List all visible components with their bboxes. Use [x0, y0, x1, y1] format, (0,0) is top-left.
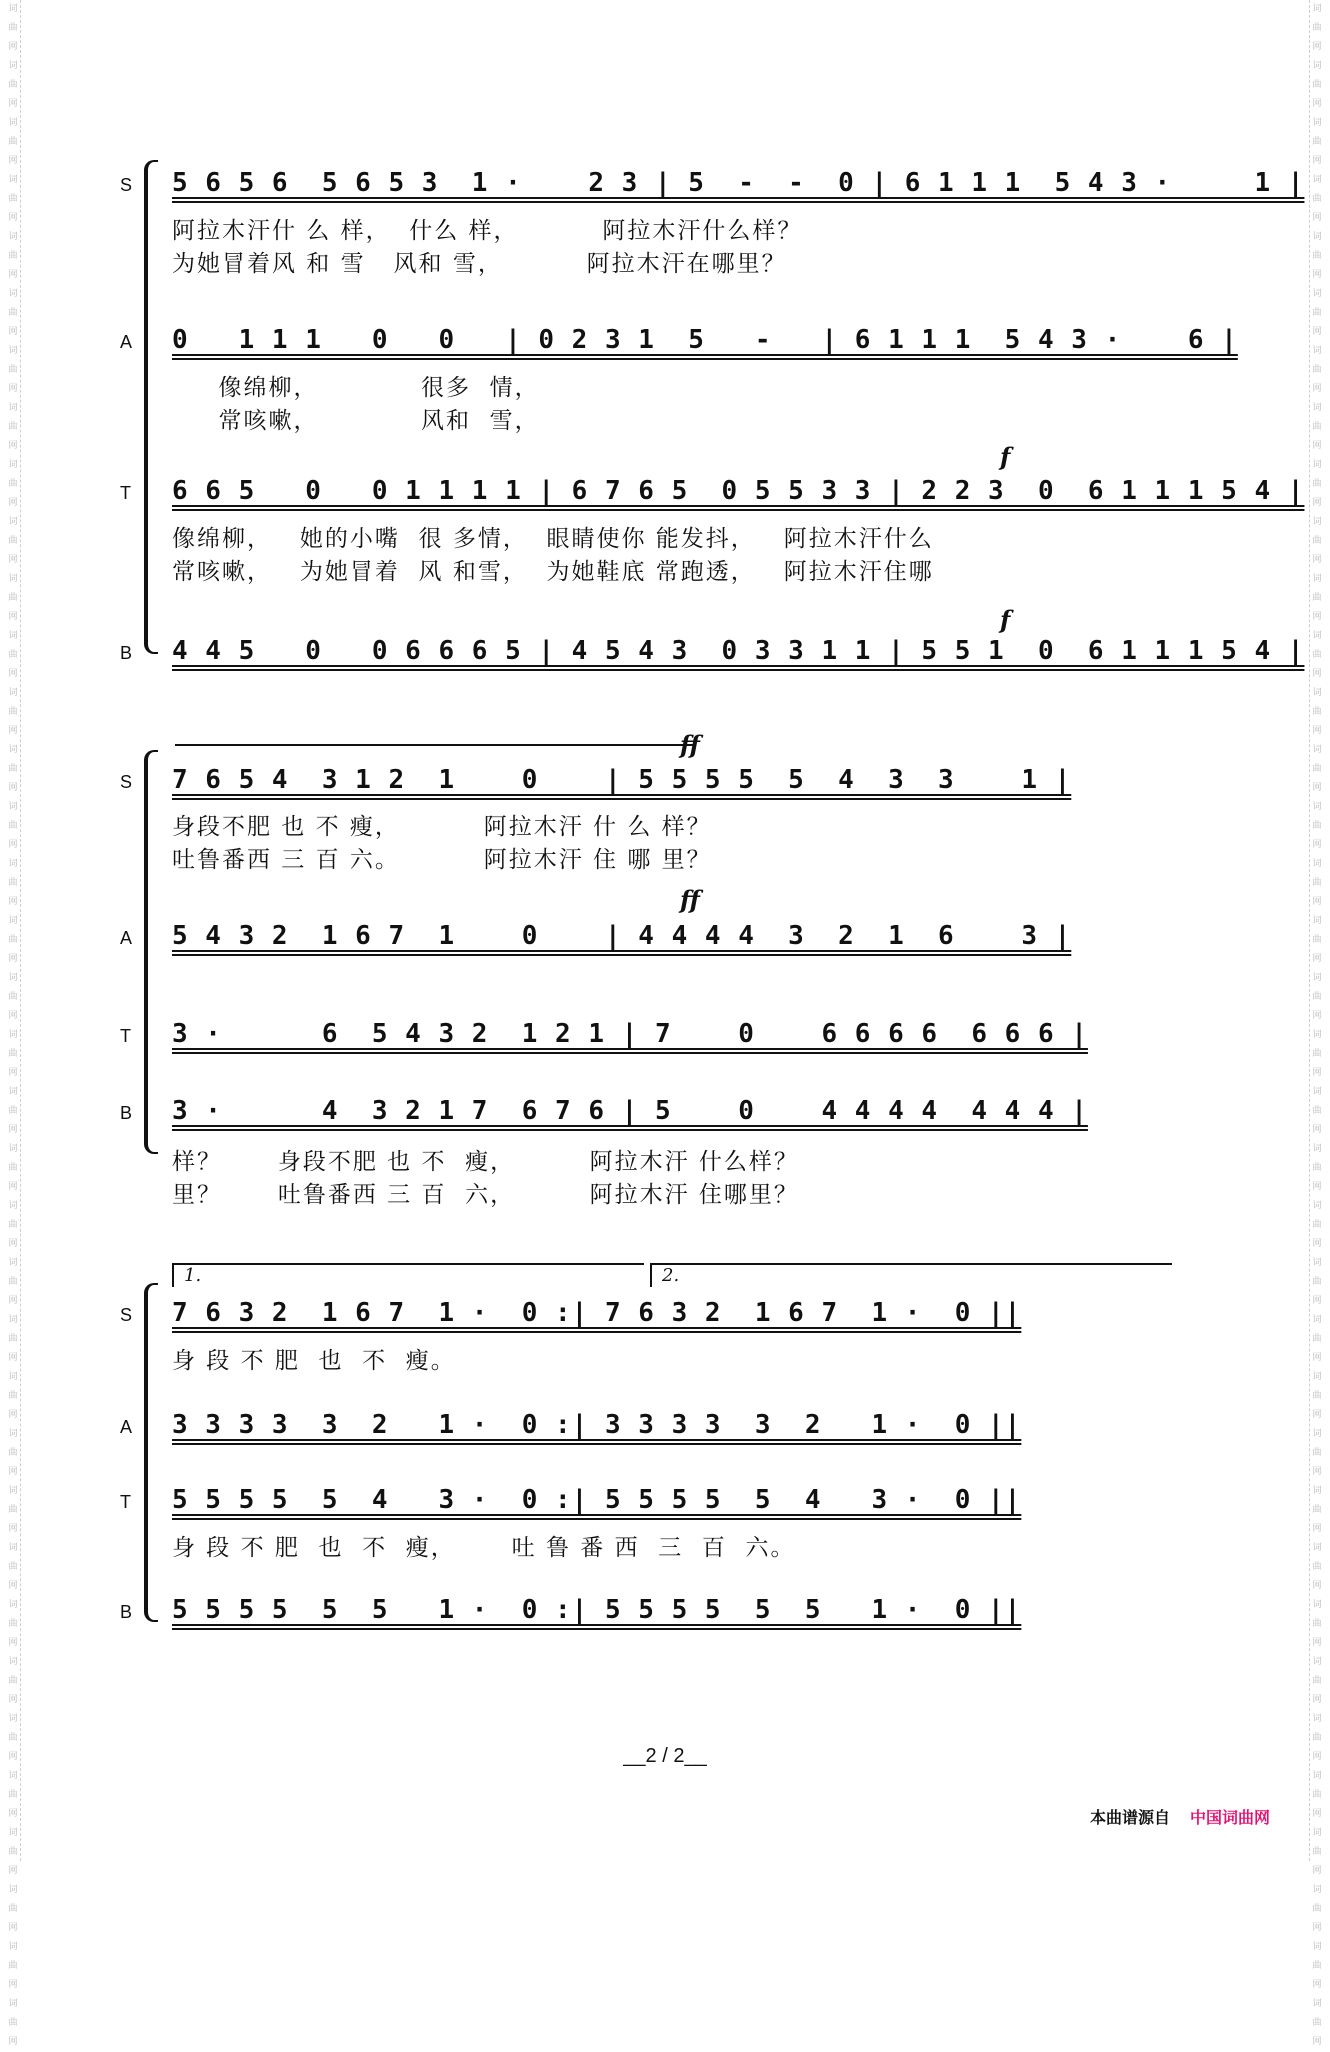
- tenor-lyric-verse-2: 常咳嗽， 为她冒着 风 和雪， 为她鞋底 常跑透， 阿拉木汗住哪: [172, 559, 934, 585]
- bass-lyric-verse-1: 样？ 身段不肥 也 不 瘦， 阿拉木汗 什么样？: [172, 1149, 799, 1175]
- page-number-text: 2 / 2: [645, 1745, 685, 1767]
- bass-notes: 5 5 5 5 5 5 1 · 0 :| 5 5 5 5 5 5 1 · 0 ||: [172, 1595, 1022, 1625]
- left-watermark-strip: 词曲网 词曲网 词曲网 词曲网 词曲网 词曲网 词曲网 词曲网 词曲网 词曲网 词曲网 词曲网 词曲网 词曲网 词曲网 词曲网 词曲网 词曲网 词曲网 词曲网 词曲网 词曲网 词曲网 词曲网 词曲网 词曲网 词曲网 词曲网 词曲网 词曲网 词曲网 词曲网 词曲网 词曲网 词曲网 词曲网: [6, 0, 21, 1861]
- source-credit: [1090, 1805, 1270, 1828]
- volta-label-1: 1.: [184, 1265, 202, 1286]
- dynamic-forte-bass: f: [1000, 605, 1011, 634]
- alto-notes: 5 4 3 2 1 6 7 1 0 | 4 4 4 4 3 2 1 6 3 |: [172, 921, 1072, 951]
- alto-lyric-verse-2: 常咳嗽， 风和 雪，: [172, 408, 540, 434]
- dynamic-fortissimo-soprano: ff: [680, 730, 700, 759]
- score-system-3: [120, 1255, 1200, 1635]
- alto-notes: 0 1 1 1 0 0 | 0 2 3 1 5 - | 6 1 1 1 5 4 3 · 6 |: [172, 325, 1238, 355]
- dynamic-forte-tenor: f: [1000, 442, 1011, 471]
- tenor-lyric: 身 段 不 肥 也 不 瘦， 吐 鲁 番 西 三 百 六。: [172, 1535, 796, 1561]
- voice-label-alto: A: [120, 332, 133, 352]
- bass-notes: 4 4 5 0 0 6 6 6 5 | 4 5 4 3 0 3 3 1 1 | 5 5 1 0 6 1 1 1 5 4 |: [172, 636, 1305, 666]
- soprano-lyric-verse-1: 阿拉木汗什 么 样， 什么 样， 阿拉木汗什么样？: [172, 218, 803, 244]
- volta-bracket-first-ending: [172, 1263, 644, 1287]
- bass-notes: 3 · 4 3 2 1 7 6 7 6 | 5 0 4 4 4 4 4 4 4 |: [172, 1096, 1088, 1126]
- tenor-notes: 6 6 5 0 0 1 1 1 1 | 6 7 6 5 0 5 5 3 3 | 2 2 3 0 6 1 1 1 5 4 |: [172, 476, 1305, 506]
- voice-label-soprano: S: [120, 772, 133, 792]
- soprano-lyric-verse-2: 吐鲁番西 三 百 六。 阿拉木汗 住 哪 里？: [172, 847, 712, 873]
- voice-label-alto: A: [120, 1417, 133, 1437]
- score-system-1: [120, 140, 1305, 666]
- voice-label-soprano: S: [120, 1305, 133, 1325]
- voice-label-bass: B: [120, 1602, 133, 1622]
- soprano-notes: 5 6 5 6 5 6 5 3 1 · 2 3 | 5 - - 0 | 6 1 1 1 5 4 3 · 1 |: [172, 168, 1305, 198]
- alto-notes: 3 3 3 3 3 2 1 · 0 :| 3 3 3 3 3 2 1 · 0 ||: [172, 1410, 1022, 1440]
- voice-label-alto: A: [120, 928, 133, 948]
- system-brace: [144, 1283, 158, 1622]
- soprano-notes: 7 6 3 2 1 6 7 1 · 0 :| 7 6 3 2 1 6 7 1 · 0 ||: [172, 1298, 1022, 1328]
- voice-label-tenor: T: [120, 483, 131, 503]
- system-brace: [144, 160, 158, 654]
- soprano-notes: 7 6 5 4 3 1 2 1 0 | 5 5 5 5 5 4 3 3 1 |: [172, 765, 1072, 795]
- soprano-lyric: 身 段 不 肥 也 不 瘦。: [172, 1348, 456, 1374]
- tenor-lyric-verse-1: 像绵柳， 她的小嘴 很 多情， 眼睛使你 能发抖， 阿拉木汗什么: [172, 526, 934, 552]
- alto-lyric-verse-1: 像绵柳， 很多 情，: [172, 375, 540, 401]
- voice-label-bass: B: [120, 643, 133, 663]
- dynamic-fortissimo-alto: ff: [680, 885, 700, 914]
- system-brace: [144, 750, 158, 1154]
- source-site-link[interactable]: 中国词曲网: [1190, 1808, 1271, 1827]
- voice-label-tenor: T: [120, 1026, 131, 1046]
- bass-lyric-verse-2: 里？ 吐鲁番西 三 百 六， 阿拉木汗 住哪里？: [172, 1182, 799, 1208]
- tenor-notes: 3 · 6 5 4 3 2 1 2 1 | 7 0 6 6 6 6 6 6 6 |: [172, 1019, 1088, 1049]
- voice-label-bass: B: [120, 1103, 133, 1123]
- tenor-notes: 5 5 5 5 5 4 3 · 0 :| 5 5 5 5 5 4 3 · 0 ||: [172, 1485, 1022, 1515]
- right-watermark-strip: 词曲网 词曲网 词曲网 词曲网 词曲网 词曲网 词曲网 词曲网 词曲网 词曲网 词曲网 词曲网 词曲网 词曲网 词曲网 词曲网 词曲网 词曲网 词曲网 词曲网 词曲网 词曲网 词曲网 词曲网 词曲网 词曲网 词曲网 词曲网 词曲网 词曲网 词曲网 词曲网 词曲网 词曲网 词曲网 词曲网: [1309, 0, 1324, 1861]
- volta-bracket-second-ending: [650, 1263, 1172, 1287]
- score-system-2: [120, 730, 1200, 1230]
- soprano-lyric-verse-1: 身段不肥 也 不 瘦， 阿拉木汗 什 么 样？: [172, 814, 712, 840]
- page-number: __2 / 2__: [623, 1745, 707, 1767]
- source-label: 本曲谱源自: [1090, 1808, 1171, 1827]
- soprano-lyric-verse-2: 为她冒着风 和 雪 风和 雪， 阿拉木汗在哪里？: [172, 251, 787, 277]
- voice-label-tenor: T: [120, 1492, 131, 1512]
- voice-label-soprano: S: [120, 175, 133, 195]
- crescendo-hairpin: [175, 744, 695, 746]
- volta-label-2: 2.: [662, 1265, 680, 1286]
